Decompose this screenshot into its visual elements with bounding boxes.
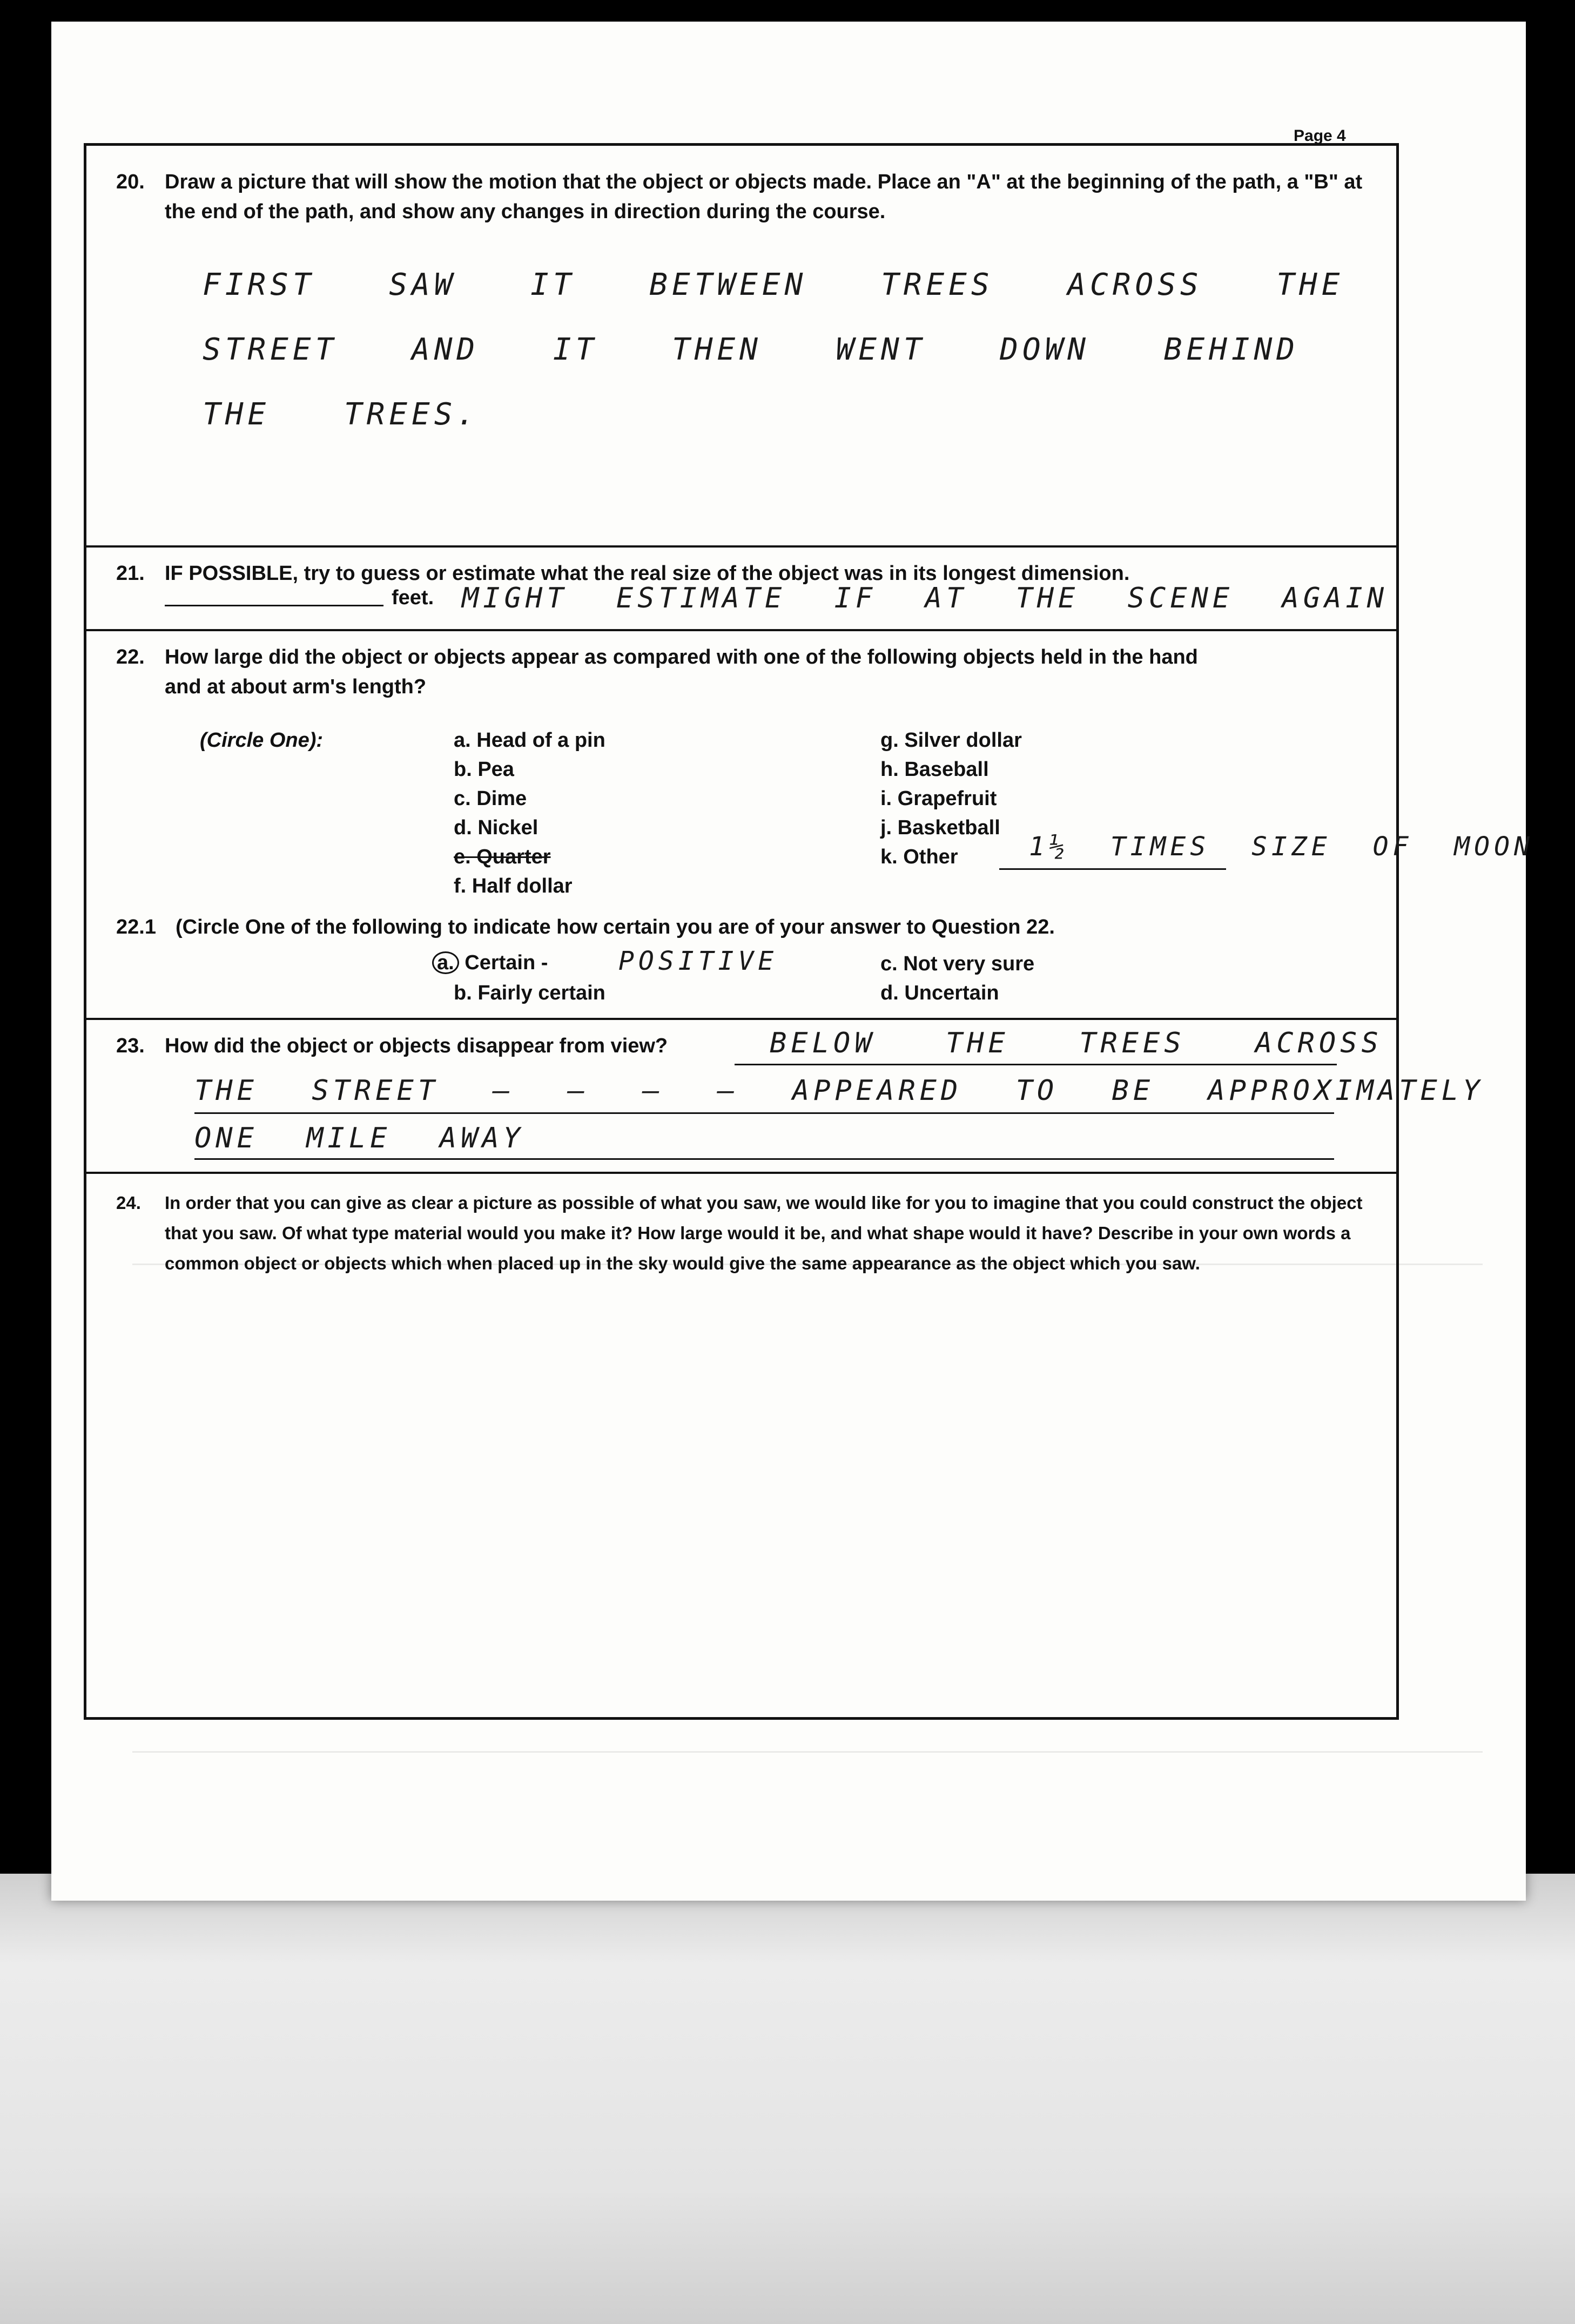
- question-text: Draw a picture that will show the motion that the object or objects made. Place an "A" at the beginning of the path, a "B" at the end of the path, and show any changes in direction during the course.: [165, 171, 1363, 223]
- q23-answer-line-1: BELOW THE TREES ACROSS: [770, 1027, 1383, 1059]
- question-text: In order that you can give as clear a picture as possible of what you saw, we would like for you to imagine that you could construct the object that you saw. Of what type material would you make it? How large would it be, and what shape would it have? Describe in your own words a common object or objects which when placed up in the sky would give the same appearance as the object which you saw.: [165, 1193, 1363, 1273]
- q22-circle-instruction: (Circle One):: [200, 729, 324, 752]
- q20-answer-line-1: FIRST SAW IT BETWEEN TREES ACROSS THE: [203, 267, 1344, 302]
- divider: [86, 545, 1396, 548]
- q21-unit: feet.: [392, 586, 434, 609]
- q20-answer-line-2: STREET AND IT THEN WENT DOWN BEHIND: [203, 332, 1300, 367]
- question-text-line-1: How large did the object or objects appear as compared with one of the following objects held in the hand: [165, 646, 1198, 668]
- option-label: Certain -: [465, 951, 548, 974]
- q22-option-c: c. Dime: [454, 787, 527, 810]
- q22-option-h: h. Baseball: [880, 758, 989, 781]
- q22-other-blank: [999, 868, 1226, 870]
- divider: [86, 1018, 1396, 1020]
- q22-option-a: a. Head of a pin: [454, 729, 605, 752]
- q22-option-f: f. Half dollar: [454, 875, 573, 897]
- q21-answer-blank: [165, 605, 383, 606]
- q23-answer-line-3: ONE MILE AWAY: [194, 1122, 524, 1154]
- page-number: Page 4: [1294, 127, 1346, 145]
- q20-answer-line-3: THE TREES.: [203, 397, 480, 432]
- q23-answer-underline-2: [194, 1112, 1334, 1114]
- q23-answer-underline-3: [194, 1158, 1334, 1160]
- q22-option-j: j. Basketball: [880, 816, 1000, 839]
- question-number: 22.: [116, 646, 145, 668]
- q22-1-option-a: [432, 951, 548, 975]
- q22-1-option-d: d. Uncertain: [880, 982, 999, 1004]
- scan-background: [0, 1874, 1575, 2324]
- q22-other-answer: 1½ TIMES SIZE OF MOON: [1029, 832, 1534, 862]
- q23-answer-line-2: THE STREET — — — — APPEARED TO BE APPROXIMATELY: [194, 1075, 1484, 1107]
- question-number: 22.1: [116, 916, 156, 938]
- question-number: 24.: [116, 1193, 141, 1213]
- form-page: [51, 22, 1534, 1901]
- circled-answer-mark: a.: [432, 951, 459, 974]
- questions-box: [84, 143, 1534, 1720]
- q22-1-option-a-note: POSITIVE: [618, 946, 778, 976]
- q22-option-g: g. Silver dollar: [880, 729, 1022, 752]
- q22-1-option-c: c. Not very sure: [880, 952, 1035, 975]
- question-number: 21.: [116, 562, 145, 585]
- q22-1-option-b: b. Fairly certain: [454, 982, 605, 1004]
- q23-answer-underline-1: [735, 1064, 1337, 1065]
- q22-option-k: k. Other: [880, 846, 958, 868]
- question-text: (Circle One of the following to indicate how certain you are of your answer to Question 22.: [176, 916, 1055, 938]
- q21-answer: MIGHT ESTIMATE IF AT THE SCENE AGAIN: [462, 582, 1389, 614]
- q22-option-d: d. Nickel: [454, 816, 539, 839]
- question-text-line-2: and at about arm's length?: [165, 675, 427, 698]
- q22-option-b: b. Pea: [454, 758, 514, 781]
- divider: [86, 1172, 1396, 1174]
- q22-option-e: e. Quarter: [454, 846, 551, 868]
- question-text: How did the object or objects disappear from view?: [165, 1035, 668, 1057]
- question-number: 23.: [116, 1035, 145, 1057]
- q22-option-i: i. Grapefruit: [880, 787, 997, 810]
- question-text: IF POSSIBLE, try to guess or estimate what the real size of the object was in its longest dimension.: [165, 562, 1130, 585]
- divider: [86, 629, 1396, 631]
- question-number: 20.: [116, 171, 145, 193]
